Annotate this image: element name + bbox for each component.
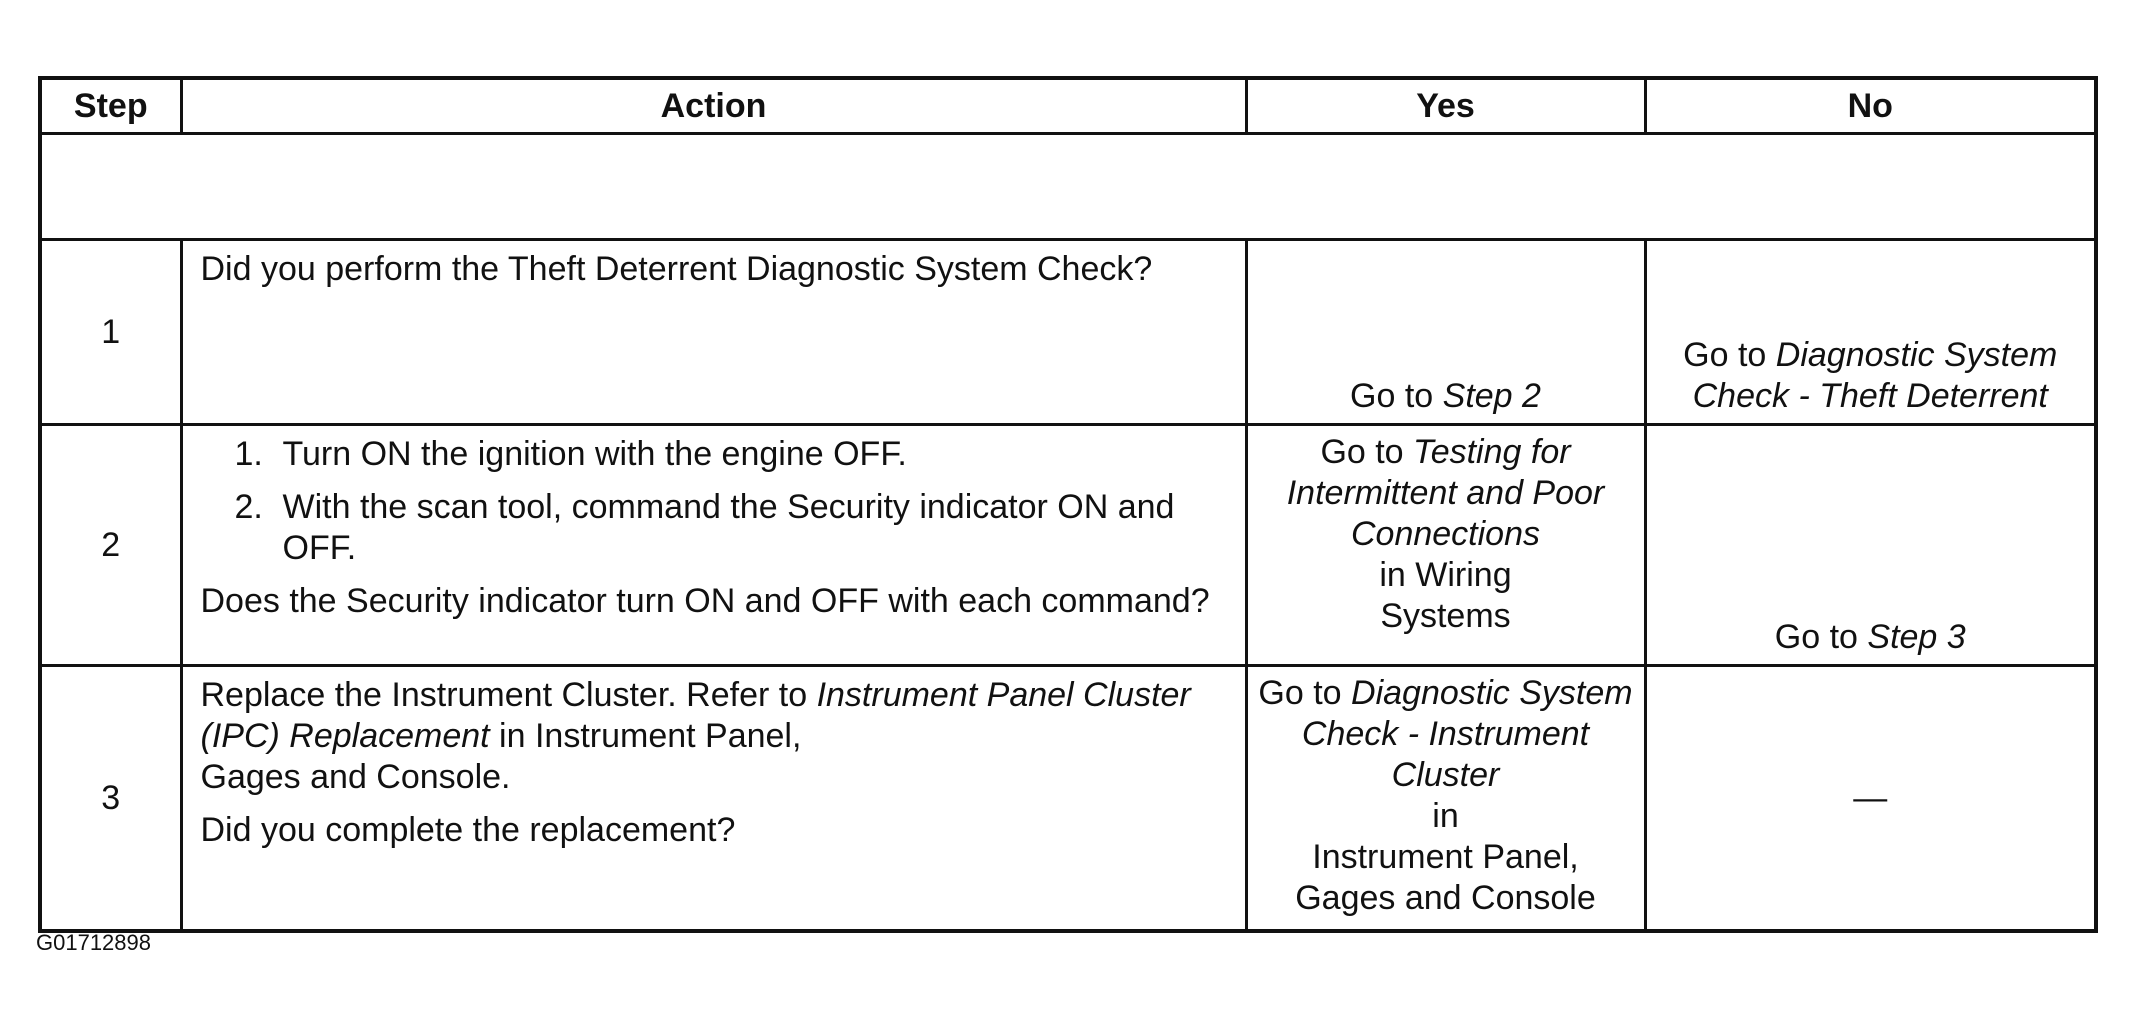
- yes-cell: [1246, 240, 1645, 425]
- action-intro: Replace the Instrument Cluster. Refer to: [200, 676, 817, 714]
- yes-prefix: Go to: [1320, 433, 1414, 471]
- yes-suffix: in Wiring: [1379, 556, 1512, 594]
- yes-prefix: Go to: [1350, 377, 1443, 415]
- no-prefix: Go to: [1683, 336, 1776, 374]
- step-number: 3: [40, 666, 181, 932]
- no-prefix: Go to: [1774, 618, 1868, 656]
- header-yes: Yes: [1246, 78, 1645, 134]
- header-no: No: [1645, 78, 2096, 134]
- yes-prefix: Go to: [1258, 674, 1352, 712]
- yes-link[interactable]: Diagnostic System Check - Instrument Cluster: [1301, 674, 1633, 794]
- table-row: [40, 425, 2096, 666]
- list-item: [201, 487, 1227, 569]
- blank-cell: [40, 134, 2096, 240]
- action-question: Did you complete the replacement?: [200, 811, 736, 849]
- yes-link[interactable]: Testing for Intermittent and Poor Connections: [1286, 433, 1605, 553]
- action-cell: [181, 666, 1246, 932]
- yes-tail: Instrument Panel,: [1312, 838, 1579, 876]
- yes-cell: [1246, 666, 1645, 932]
- no-link[interactable]: Step 3: [1867, 618, 1966, 656]
- action-link[interactable]: Instrument Panel Cluster (IPC) Replacement: [200, 676, 1191, 755]
- yes-mid: in: [1432, 797, 1459, 835]
- yes-link[interactable]: Step 2: [1442, 377, 1541, 415]
- list-text: With the scan tool, command the Security indicator ON and OFF.: [282, 488, 1175, 567]
- action-cell: [181, 425, 1246, 666]
- yes-cell: [1246, 425, 1645, 666]
- table-row: [40, 666, 2096, 932]
- table-row: [40, 240, 2096, 425]
- header-action: Action: [181, 78, 1246, 134]
- no-cell: [1645, 240, 2096, 425]
- action-tail: Gages and Console.: [200, 758, 511, 796]
- yes-tail: Gages and Console: [1295, 879, 1596, 917]
- action-text: [201, 675, 1227, 798]
- header-step: Step: [40, 78, 181, 134]
- list-text: Turn ON the ignition with the engine OFF.: [282, 435, 907, 473]
- step-number: 2: [40, 425, 181, 666]
- action-tail: in Instrument Panel,: [489, 717, 802, 755]
- figure-id: G01712898: [36, 930, 151, 955]
- yes-suffix: Systems: [1380, 597, 1511, 635]
- diagnostic-table: [38, 76, 2098, 933]
- action-cell: [181, 240, 1246, 425]
- header-row: [40, 78, 2096, 134]
- no-cell: [1645, 425, 2096, 666]
- blank-row: [40, 134, 2096, 240]
- list-item: [201, 434, 1227, 475]
- no-link[interactable]: Diagnostic System Check - Theft Deterrent: [1692, 336, 2058, 415]
- step-number: 1: [40, 240, 181, 425]
- no-cell: [1645, 666, 2096, 932]
- list-number: 2.: [234, 488, 263, 526]
- action-question: Does the Security indicator turn ON and OFF with each command?: [200, 582, 1210, 620]
- action-text: Did you perform the Theft Deterrent Diagnostic System Check?: [200, 250, 1153, 288]
- no-dash: —: [1853, 778, 1888, 817]
- list-number: 1.: [234, 435, 263, 473]
